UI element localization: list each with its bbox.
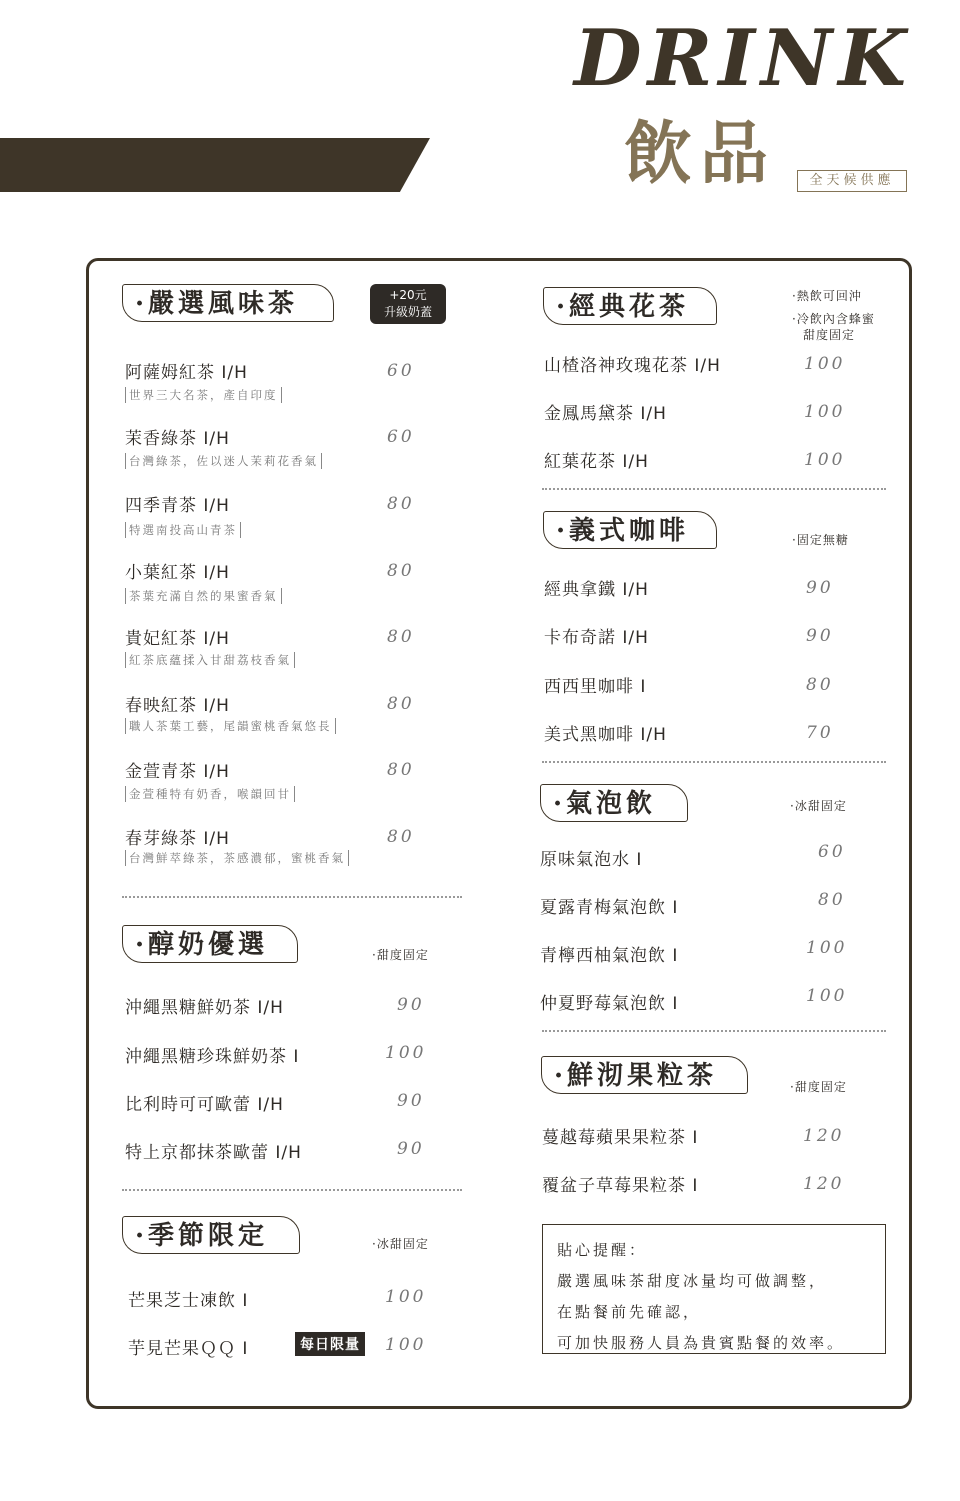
menu-item-price: 60 (387, 361, 415, 381)
section-note: 甜度固定 (803, 328, 856, 342)
menu-item-price: 100 (385, 1287, 427, 1307)
upgrade-badge-label: 升級奶蓋 (383, 305, 432, 319)
limited-badge: 每日限量 (295, 1332, 365, 1356)
menu-item-name: 蔓越莓蘋果果粒茶 I (542, 1128, 699, 1148)
menu-item-name: 紅葉花茶 I/H (544, 452, 649, 472)
menu-item-price: 100 (806, 938, 848, 958)
menu-item-name: 芒果芝士凍飲 I (128, 1291, 249, 1311)
section-note: ·固定無糖 (792, 533, 849, 547)
menu-item-price: 90 (397, 1091, 425, 1111)
menu-item-name: 卡布奇諾 I/H (544, 628, 649, 648)
menu-item-price: 80 (387, 694, 415, 714)
menu-item-price: 80 (387, 561, 415, 581)
tips-line: 在點餐前先確認， (557, 1303, 702, 1321)
menu-item-price: 90 (806, 578, 834, 598)
section-title-fruit-tea: ·鮮沏果粒茶 (541, 1056, 748, 1094)
menu-item-price: 80 (387, 627, 415, 647)
menu-item-price: 100 (385, 1043, 427, 1063)
menu-item-price: 80 (387, 760, 415, 780)
page-title-en: DRINK (573, 13, 912, 104)
section-title-milk: ·醇奶優選 (122, 925, 298, 963)
menu-item-desc: 台灣綠茶，佐以迷人茉莉花香氣 (125, 453, 322, 469)
menu-item-name: 沖繩黑糖珍珠鮮奶茶 I (125, 1047, 300, 1067)
menu-item-price: 120 (803, 1126, 845, 1146)
availability-badge: 全天候供應 (797, 170, 907, 192)
section-note: ·冰甜固定 (372, 1237, 429, 1251)
section-note: ·甜度固定 (790, 1080, 847, 1094)
section-note: ·甜度固定 (372, 948, 429, 962)
menu-item-name: 阿薩姆紅茶 I/H (125, 363, 248, 383)
menu-item-price: 100 (804, 450, 846, 470)
menu-item-price: 90 (806, 626, 834, 646)
section-note: ·冰甜固定 (790, 799, 847, 813)
menu-item-desc: 職人茶葉工藝，尾韻蜜桃香氣悠長 (125, 718, 336, 734)
section-note: ·熱飲可回沖 (792, 289, 862, 303)
menu-item-name: 金萱青茶 I/H (125, 762, 230, 782)
menu-item-name: 西西里咖啡 I (544, 677, 647, 697)
section-title-flavor-tea: ·嚴選風味茶 (122, 284, 334, 322)
menu-item-price: 80 (806, 675, 834, 695)
menu-item-price: 80 (818, 890, 846, 910)
menu-item-desc: 世界三大名茶，產自印度 (125, 387, 282, 403)
menu-item-price: 100 (804, 402, 846, 422)
page-title-zh: 飲品 (624, 114, 777, 194)
menu-item-desc: 金萱種特有奶香，喉韻回甘 (125, 786, 295, 802)
menu-item-name: 夏露青梅氣泡飲 I (540, 898, 679, 918)
menu-item-price: 70 (806, 723, 834, 743)
section-title-sparkling: ·氣泡飲 (540, 784, 688, 822)
section-divider (542, 488, 886, 490)
menu-item-name: 沖繩黑糖鮮奶茶 I/H (125, 998, 284, 1018)
menu-item-name: 比利時可可歐蕾 I/H (125, 1095, 284, 1115)
menu-item-name: 仲夏野莓氣泡飲 I (540, 994, 679, 1014)
menu-item-name: 小葉紅茶 I/H (125, 563, 230, 583)
menu-item-desc: 特選南投高山青茶 (125, 522, 241, 538)
header-bar (0, 138, 430, 192)
tips-line: 嚴選風味茶甜度冰量均可做調整， (557, 1272, 828, 1290)
tips-box (542, 1224, 886, 1354)
menu-item-price: 90 (397, 1139, 425, 1159)
section-divider (542, 1030, 886, 1032)
section-note: ·冷飲內含蜂蜜 (792, 312, 875, 326)
menu-item-price: 100 (385, 1335, 427, 1355)
section-title-flower-tea: ·經典花茶 (543, 287, 717, 325)
tips-line: 可加快服務人員為貴賓點餐的效率。 (557, 1334, 846, 1352)
menu-item-price: 120 (803, 1174, 845, 1194)
section-divider (122, 896, 462, 898)
section-divider (122, 1189, 462, 1191)
menu-item-desc: 茶葉充滿自然的果蜜香氣 (125, 588, 282, 604)
menu-item-name: 金鳳馬黛茶 I/H (544, 404, 667, 424)
upgrade-badge-price: +20元 (389, 288, 427, 302)
menu-item-desc: 紅茶底蘊揉入甘甜荔枝香氣 (125, 652, 295, 668)
menu-item-price: 100 (804, 354, 846, 374)
menu-item-price: 90 (397, 995, 425, 1015)
menu-item-name: 原味氣泡水 I (540, 850, 643, 870)
menu-item-price: 100 (806, 986, 848, 1006)
menu-item-price: 60 (818, 842, 846, 862)
menu-item-name: 青檸西柚氣泡飲 I (540, 946, 679, 966)
section-divider (542, 761, 886, 763)
menu-item-price: 80 (387, 494, 415, 514)
menu-item-name: 四季青茶 I/H (125, 496, 230, 516)
menu-item-name: 茉香綠茶 I/H (125, 429, 230, 449)
section-title-coffee: ·義式咖啡 (543, 511, 717, 549)
menu-item-name: 覆盆子草莓果粒茶 I (542, 1176, 699, 1196)
menu-item-name: 特上京都抹茶歐蕾 I/H (125, 1143, 302, 1163)
tips-title: 貼心提醒： (557, 1241, 648, 1259)
menu-item-price: 60 (387, 427, 415, 447)
menu-item-name: 經典拿鐵 I/H (544, 580, 649, 600)
upgrade-badge (370, 284, 446, 324)
menu-item-name: 芋見芒果ＱＱ I (128, 1339, 249, 1359)
menu-item-price: 80 (387, 827, 415, 847)
section-title-seasonal: ·季節限定 (122, 1216, 300, 1254)
menu-item-name: 春映紅茶 I/H (125, 696, 230, 716)
menu-item-name: 山楂洛神玫瑰花茶 I/H (544, 356, 721, 376)
menu-item-name: 美式黑咖啡 I/H (544, 725, 667, 745)
menu-item-desc: 台灣鮮萃綠茶，茶感濃郁，蜜桃香氣 (125, 850, 349, 866)
menu-item-name: 貴妃紅茶 I/H (125, 629, 230, 649)
menu-item-name: 春芽綠茶 I/H (125, 829, 230, 849)
